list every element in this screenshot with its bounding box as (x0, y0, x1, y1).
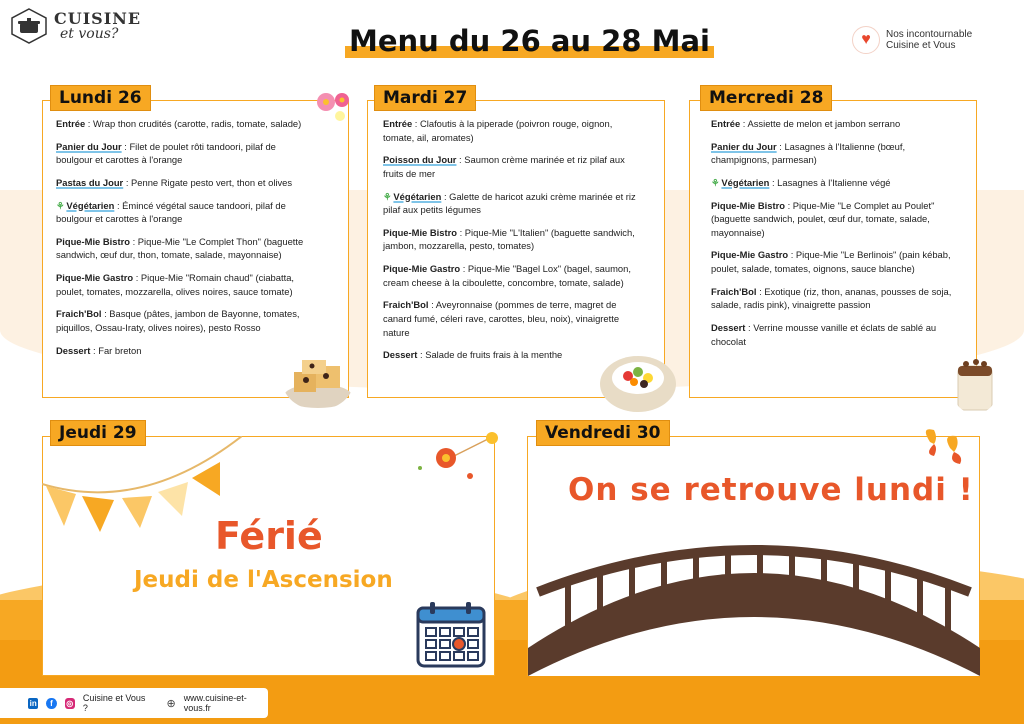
menu-item-category: Végétarien (721, 176, 770, 188)
menu-item (711, 176, 961, 190)
menu-item (56, 271, 306, 298)
ascension-subtitle: Jeudi de l'Ascension (134, 567, 393, 593)
menu-item-description: : Pique-Mie "Bagel Lox" (bagel, saumon, cream cheese à la ciboulette, concombre, tomate, salade) (383, 263, 631, 288)
day-tab-mardi: Mardi 27 (374, 85, 476, 111)
menu-item-category: Panier du Jour (711, 140, 777, 152)
menu-item-category: Entrée (383, 118, 413, 129)
menu-item-category: Dessert (383, 349, 418, 361)
menu-item-description: : Filet de poulet rôti tandoori, pilaf de boulgour et carottes à l'orange (56, 140, 276, 166)
menu-item-category: Pique-Mie Gastro (56, 272, 134, 283)
fruit-salad-image (598, 352, 678, 414)
menu-item-category: Pique-Mie Gastro (711, 249, 789, 261)
retrouve-message: On se retrouve lundi ! (568, 472, 974, 508)
brand-name: CUISINE (54, 9, 142, 28)
bridge-illustration (528, 528, 980, 676)
menu-item-category: Entrée (56, 118, 86, 129)
menu-mercredi (711, 117, 961, 357)
instagram-icon[interactable]: ◎ (66, 698, 74, 708)
menu-item (711, 321, 961, 348)
badge-line1: Nos incontournable (886, 28, 973, 40)
leaf-icon: ⚘ (711, 176, 720, 188)
menu-item-description: : Assiette de melon et jambon serrano (740, 118, 901, 129)
menu-item (56, 307, 306, 334)
menu-item-category: Entrée (711, 118, 741, 129)
menu-item (56, 344, 306, 358)
menu-item (383, 298, 641, 339)
menu-item-category: Pastas du Jour (56, 176, 124, 188)
globe-icon: ⊕ (166, 697, 176, 710)
menu-item-description: : Penne Rigate pesto vert, thon et olives (123, 176, 293, 188)
linkedin-icon[interactable]: in (29, 698, 37, 708)
menu-lundi (56, 117, 306, 366)
menu-item-category: Fraich'Bol (383, 299, 429, 311)
butterfly-icon (920, 422, 972, 468)
menu-item (383, 190, 641, 217)
menu-item (56, 140, 306, 167)
menu-item (711, 140, 961, 167)
day-tab-jeudi: Jeudi 29 (50, 420, 146, 446)
menu-item-category: Fraich'Bol (711, 285, 757, 297)
bunting-decoration (42, 436, 242, 546)
menu-item (383, 117, 641, 144)
leaf-icon: ⚘ (56, 199, 65, 211)
badge-line2: Cuisine et Vous (886, 40, 956, 51)
menu-item (711, 285, 961, 312)
website-link[interactable]: www.cuisine-et-vous.fr (183, 693, 247, 713)
menu-item-description: : Pique-Mie "Romain chaud" (ciabatta, poulet, tomates, mozzarella, olives noires, sauce tomate) (56, 272, 295, 297)
flower-icon (410, 428, 500, 488)
menu-item-description: : Pique-Mie "Le Complet Thon" (baguette sandwich, œuf dur, thon, tomate, salade, mayonnaise) (56, 235, 304, 261)
menu-item-category: Dessert (56, 344, 91, 356)
verrine-image (950, 352, 1000, 414)
menu-item-category: Poisson du Jour (383, 154, 457, 166)
ferie-heading: Férié (215, 514, 323, 558)
menu-item-description: : Wrap thon crudités (carotte, radis, tomate, salade) (85, 118, 302, 129)
menu-item (711, 199, 961, 240)
menu-item (383, 348, 641, 362)
social-handle: Cuisine et Vous ? (82, 693, 146, 713)
menu-item-category: Panier du Jour (56, 140, 122, 152)
menu-item-description: : Pique-Mie "Le Complet au Poulet" (baguette sandwich, poulet, œuf dur, tomate, salade, mayonnaise) (711, 199, 935, 238)
menu-item-description: : Lasagnes à l'Italienne (bœuf, champignons, parmesan) (711, 140, 906, 166)
menu-item-category: Fraich'Bol (56, 308, 102, 320)
menu-item-description: : Aveyronnaise (pommes de terre, magret de canard fumé, céleri rave, carottes, bleu, noix), vinaigrette nature (383, 299, 620, 338)
day-tab-mercredi: Mercredi 28 (700, 85, 832, 111)
menu-item-description: : Salade de fruits frais à la menthe (417, 349, 563, 361)
menu-item-category: Végétarien (66, 199, 115, 211)
menu-item-description: : Émincé végétal sauce tandoori, pilaf de boulgour et carottes à l'orange (56, 199, 286, 225)
menu-item (383, 226, 641, 253)
menu-item (56, 235, 306, 262)
brand-logo (10, 8, 141, 44)
flower-icon (312, 88, 354, 124)
menu-item-category: Pique-Mie Bistro (711, 199, 785, 211)
leaf-icon: ⚘ (383, 190, 392, 202)
menu-item (711, 248, 961, 275)
badge (852, 26, 972, 54)
page-title: Menu du 26 au 28 Mai (345, 24, 714, 58)
menu-item (56, 176, 306, 190)
menu-item-description: : Verrine mousse vanille et éclats de sablé au chocolat (711, 321, 937, 347)
pot-logo-icon (10, 8, 48, 44)
calendar-icon (414, 598, 488, 670)
menu-item (383, 262, 641, 289)
menu-item-category: Pique-Mie Gastro (383, 263, 461, 274)
menu-item-description: : Pique-Mie "L'Italien" (baguette sandwich, jambon, mozzarella, pesto, tomates) (383, 226, 635, 252)
menu-item (711, 117, 961, 131)
far-breton-image (282, 350, 354, 410)
menu-item-description: : Exotique (riz, thon, ananas, pousses de soja, salade, radis pink), vinaigrette passion (711, 285, 952, 311)
menu-item-description: : Galette de haricot azuki crème marinée et riz pilaf aux petits légumes (383, 190, 636, 216)
menu-item (56, 117, 306, 131)
day-tab-lundi: Lundi 26 (50, 85, 151, 111)
menu-item-description: : Basque (pâtes, jambon de Bayonne, tomates, piquillos, Ossau-Iraty, olives noires), pesto Rosso (56, 308, 300, 333)
menu-item-category: Pique-Mie Bistro (56, 235, 130, 247)
day-tab-vendredi: Vendredi 30 (536, 420, 670, 446)
menu-item-description: : Far breton (90, 344, 142, 356)
footer (0, 688, 268, 718)
menu-item-description: : Saumon crème marinée et riz pilaf aux fruits de mer (383, 154, 625, 179)
heart-icon: ♥ (852, 26, 880, 54)
menu-item (383, 153, 641, 180)
menu-mardi (383, 117, 641, 371)
facebook-icon[interactable]: f (46, 698, 56, 709)
menu-item (56, 199, 306, 226)
menu-item-category: Végétarien (393, 190, 442, 202)
brand-tagline: et vous? (60, 26, 119, 42)
menu-item-category: Pique-Mie Bistro (383, 226, 457, 238)
menu-item-category: Dessert (711, 321, 746, 333)
menu-item-description: : Clafoutis à la piperade (poivron rouge, oignon, tomate, ail, aromates) (383, 118, 613, 143)
menu-item-description: : Pique-Mie "Le Berlinois" (pain kébab, poulet, salade, tomates, oignons, sauce blanche) (711, 249, 951, 274)
menu-item-description: : Lasagnes à l'Italienne végé (769, 176, 891, 188)
